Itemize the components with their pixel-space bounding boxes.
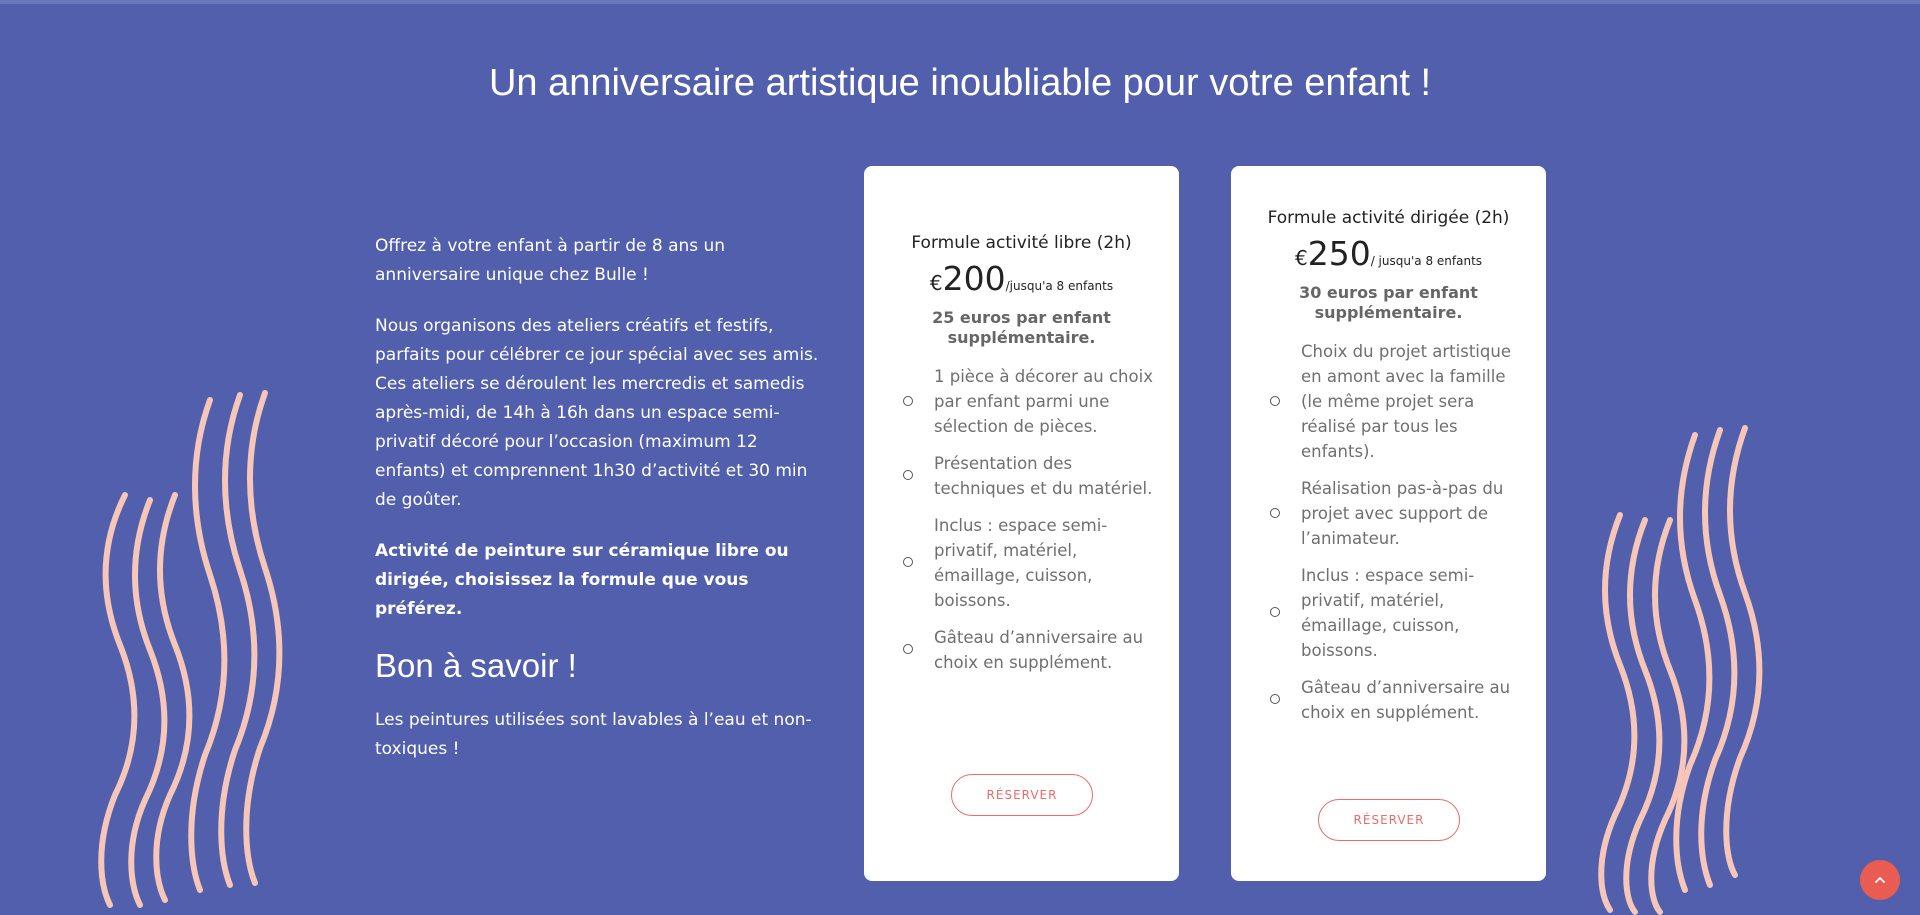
- currency-symbol: €: [929, 271, 943, 295]
- chevron-up-icon: [1874, 874, 1886, 886]
- feature-text: 1 pièce à décorer au choix par enfant parmi une sélection de pièces.: [934, 367, 1153, 436]
- feature-text: Gâteau d’anniversaire au choix en supplément.: [934, 628, 1144, 672]
- intro-paragraph-3: Activité de peinture sur céramique libre ou dirigée, choisissez la formule que vous préférez.: [375, 541, 789, 619]
- feature-text: Inclus : espace semi-privatif, matériel, émaillage, cuisson, boissons.: [934, 516, 1108, 610]
- intro-section: [375, 232, 820, 786]
- intro-paragraph-2: Nous organisons des ateliers créatifs et festifs, parfaits pour célébrer ce jour spécial avec ses amis. Ces ateliers se déroulent les mercredis et samedis après-midi, de 14h à 16h dans un espace semi-privatif décoré pour l’occasion (maximum 12 enfants) et comprennent 1h30 d’activité et 30 min de goûter.: [375, 316, 819, 510]
- list-item: [864, 451, 1179, 501]
- card-price: [1231, 234, 1546, 273]
- scroll-to-top-button[interactable]: [1860, 860, 1900, 900]
- feature-text: Gâteau d’anniversaire au choix en supplément.: [1301, 678, 1511, 722]
- list-item: [864, 513, 1179, 613]
- list-item: [864, 364, 1179, 439]
- price-unit: / jusqu'a 8 enfants: [1370, 254, 1483, 268]
- intro-paragraph-1: Offrez à votre enfant à partir de 8 ans un anniversaire unique chez Bulle !: [375, 236, 726, 285]
- feature-list: [1231, 339, 1546, 725]
- circle-outline-icon: [1270, 694, 1280, 704]
- currency-symbol: €: [1294, 246, 1308, 270]
- card-title: Formule activité libre (2h): [911, 233, 1132, 253]
- reserve-button[interactable]: RÉSERVER: [1318, 799, 1460, 841]
- top-divider: [0, 0, 1920, 4]
- circle-outline-icon: [903, 557, 913, 567]
- pricing-card-free: [864, 166, 1179, 881]
- wavy-lines-left-decoration: [95, 385, 295, 915]
- feature-text: Présentation des techniques et du matériel.: [934, 454, 1153, 498]
- feature-text: Choix du projet artistique en amont avec la famille (le même projet sera réalisé par tous les enfants).: [1301, 342, 1511, 461]
- list-item: [1231, 339, 1546, 464]
- feature-text: Inclus : espace semi-privatif, matériel, émaillage, cuisson, boissons.: [1301, 566, 1475, 660]
- price-amount: 250: [1307, 234, 1371, 273]
- feature-text: Réalisation pas-à-pas du projet avec support de l’animateur.: [1301, 479, 1504, 548]
- price-amount: 200: [942, 259, 1006, 298]
- pricing-card-guided: [1231, 166, 1546, 881]
- card-title: Formule activité dirigée (2h): [1267, 208, 1510, 228]
- circle-outline-icon: [1270, 607, 1280, 617]
- wavy-lines-right-decoration: [1590, 420, 1770, 915]
- extra-child-price: 25 euros par enfant supplémentaire.: [932, 308, 1111, 347]
- extra-child-price: 30 euros par enfant supplémentaire.: [1299, 283, 1478, 322]
- feature-list: [864, 364, 1179, 675]
- price-unit: /jusqu'a 8 enfants: [1005, 279, 1114, 293]
- list-item: [1231, 476, 1546, 551]
- circle-outline-icon: [1270, 396, 1280, 406]
- page-title: Un anniversaire artistique inoubliable pour votre enfant !: [488, 62, 1432, 104]
- card-price: [864, 259, 1179, 298]
- intro-paragraph-4: Les peintures utilisées sont lavables à l’eau et non-toxiques !: [375, 710, 812, 759]
- list-item: [1231, 563, 1546, 663]
- circle-outline-icon: [903, 396, 913, 406]
- circle-outline-icon: [903, 644, 913, 654]
- reserve-button[interactable]: RÉSERVER: [951, 774, 1093, 816]
- circle-outline-icon: [1270, 508, 1280, 518]
- list-item: [1231, 675, 1546, 725]
- circle-outline-icon: [903, 470, 913, 480]
- good-to-know-heading: Bon à savoir !: [375, 647, 577, 684]
- list-item: [864, 625, 1179, 675]
